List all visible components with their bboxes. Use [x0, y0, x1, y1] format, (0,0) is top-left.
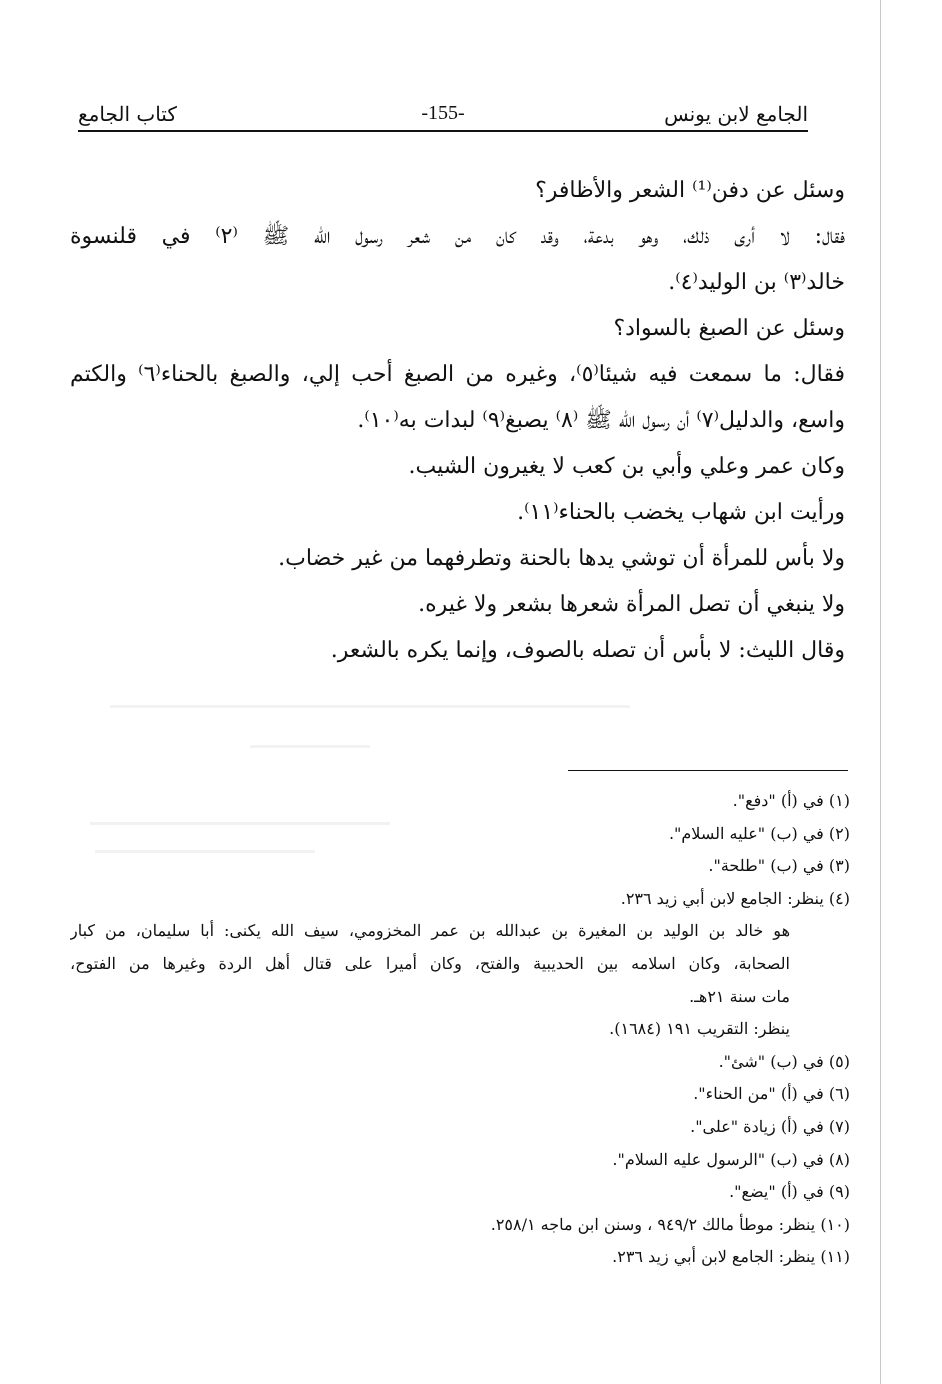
footnote-separator [568, 770, 848, 771]
text-line: وسئل عن الصبغ بالسواد؟ [613, 316, 845, 341]
footnote-biography [70, 915, 850, 1045]
page-number: -155- [421, 102, 465, 124]
header-rule [78, 130, 808, 132]
footnote-line: الصحابة، وكان اسلامه بين الحديبية والفتح، وكان أميرا على قتال أهل الردة وغيرها من الفتوح، [70, 953, 790, 973]
text-line: فقال: لا أرى ذلك، وهو بدعة، وقد كان من شعر رسول الله ﷺ ⁽٢⁾ في قلنسوة [70, 224, 845, 249]
header-book-title: الجامع لابن يونس [664, 102, 808, 126]
text-line: وسئل عن دفن⁽¹⁾ الشعر والأظافر؟ [535, 178, 845, 203]
footnote: (٩) في (أ) "يضع". [729, 1182, 850, 1202]
footnote: (٤) ينظر: الجامع لابن أبي زيد ٢٣٦. [620, 888, 850, 908]
footnote: (٨) في (ب) "الرسول عليه السلام". [612, 1149, 850, 1169]
footnote-line: هو خالد بن الوليد بن المغيرة بن عبدالله بن عمر المخزومي، سيف الله يكنى: أبا سليمان، من كبار [70, 921, 790, 941]
text-line: ولا بأس للمرأة أن توشي يدها بالحنة وتطرفهما من غير خضاب. [278, 546, 845, 571]
text-line: واسع، والدليل⁽٧⁾ أن رسول الله ﷺ ⁽٨⁾ يصبغ⁽٩⁾ لبدات به⁽١٠⁾. [357, 408, 845, 433]
footnote-reference: ينظر: التقريب ١٩١ (١٦٨٤). [609, 1019, 790, 1039]
footnote: (٣) في (ب) "طلحة". [708, 856, 850, 876]
page-edge-divider [880, 0, 881, 1384]
text-line: خالد⁽٣⁾ بن الوليد⁽٤⁾. [668, 270, 845, 295]
footnote: (١٠) ينظر: موطأ مالك ٩٤٩/٢ ، وسنن ابن ماجه ٢٥٨/١. [490, 1214, 850, 1234]
text-line: ولا ينبغي أن تصل المرأة شعرها بشعر ولا غيره. [418, 592, 845, 617]
footnote: (٦) في (أ) "من الحناء". [693, 1084, 850, 1104]
running-header [78, 98, 808, 130]
bleed-through-smudge [110, 705, 630, 708]
footnote: (٢) في (ب) "عليه السلام". [668, 823, 850, 843]
footnote: (٧) في (أ) زيادة "على". [690, 1116, 850, 1136]
bleed-through-smudge [250, 745, 370, 748]
footnote-line: مات سنة ٢١هـ. [689, 986, 790, 1006]
header-chapter-title: كتاب الجامع [78, 102, 177, 126]
text-line: فقال: ما سمعت فيه شيئا⁽٥⁾، وغيره من الصبغ أحب إلي، والصبغ بالحناء⁽٦⁾ والكتم [70, 362, 845, 387]
text-line: وكان عمر وعلي وأبي بن كعب لا يغيرون الشيب. [408, 454, 845, 479]
footnotes [70, 785, 850, 1274]
text-line: ورأيت ابن شهاب يخضب بالحناء⁽١١⁾. [517, 500, 845, 525]
main-text [70, 168, 845, 674]
footnote: (١) في (أ) "دفع". [732, 791, 850, 810]
footnote: (١١) ينظر: الجامع لابن أبي زيد ٢٣٦. [612, 1247, 850, 1267]
text-line: وقال الليث: لا بأس أن تصله بالصوف، وإنما يكره بالشعر. [330, 638, 845, 663]
footnote: (٥) في (ب) "شئ". [718, 1051, 850, 1071]
